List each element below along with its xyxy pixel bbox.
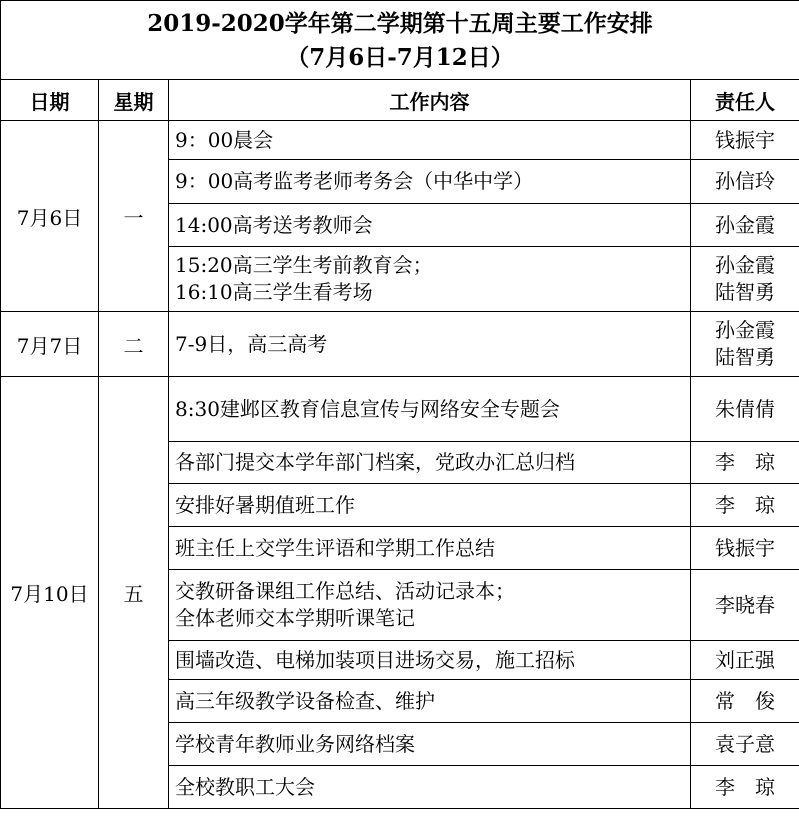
weekday-cell: 五 <box>99 377 169 809</box>
table-row <box>1 121 799 160</box>
person-cell <box>691 121 799 160</box>
content-line: 安排好暑期值班工作 <box>175 492 355 517</box>
title-line-1: 2019-2020学年第二学期第十五周主要工作安排 <box>147 10 653 37</box>
header-content: 工作内容 <box>169 80 691 121</box>
content-line: 14:00高考送考教师会 <box>175 212 373 237</box>
person-cell <box>691 484 799 527</box>
person-cell <box>691 570 799 641</box>
content-cell <box>169 570 691 641</box>
content-line: 全校教职工大会 <box>175 774 315 799</box>
content-line: 围墙改造、电梯加装项目进场交易，施工招标 <box>175 647 575 672</box>
person-cell <box>691 442 799 484</box>
content-line: 7-9日，高三高考 <box>175 331 328 356</box>
person-cell <box>691 312 799 377</box>
person-cell <box>691 641 799 680</box>
weekday-cell: 二 <box>99 312 169 377</box>
page-title <box>1 1 799 80</box>
content-cell <box>169 247 691 312</box>
header-person: 责任人 <box>691 80 799 121</box>
date-cell: 7月6日 <box>1 121 99 312</box>
person-name: 孙金霞 <box>715 253 775 277</box>
person-name: 钱振宇 <box>715 127 775 152</box>
title-row <box>1 1 799 80</box>
content-line: 交教研备课组工作总结、活动记录本； <box>175 579 515 603</box>
content-cell <box>169 766 691 809</box>
person-name: 孙信玲 <box>715 169 775 193</box>
person-name: 陆智勇 <box>715 345 775 369</box>
header-date: 日期 <box>1 80 99 121</box>
content-cell <box>169 442 691 484</box>
content-cell <box>169 484 691 527</box>
person-name: 钱振宇 <box>715 535 775 560</box>
person-cell <box>691 723 799 766</box>
content-cell <box>169 121 691 160</box>
content-cell <box>169 641 691 680</box>
person-cell <box>691 247 799 312</box>
person-name: 陆智勇 <box>715 280 775 304</box>
person-name: 孙金霞 <box>715 212 775 237</box>
weekday-cell: 一 <box>99 121 169 312</box>
content-line: 学校青年教师业务网络档案 <box>175 731 415 756</box>
person-cell <box>691 204 799 247</box>
person-cell <box>691 766 799 809</box>
content-line: 8:30建邺区教育信息宣传与网络安全专题会 <box>175 396 560 421</box>
content-cell <box>169 377 691 442</box>
content-cell <box>169 204 691 247</box>
table-row <box>1 312 799 377</box>
content-line: 15:20高三学生考前教育会； <box>175 253 433 277</box>
person-name: 李 琼 <box>715 492 775 517</box>
content-line: 高三年级教学设备检查、维护 <box>175 688 435 713</box>
person-cell <box>691 377 799 442</box>
content-line: 各部门提交本学年部门档案，党政办汇总归档 <box>175 450 575 474</box>
person-name: 李晓春 <box>715 592 775 617</box>
content-cell <box>169 527 691 570</box>
content-cell <box>169 312 691 377</box>
table-row <box>1 377 799 442</box>
schedule-body <box>1 121 799 809</box>
person-name: 李 琼 <box>715 450 775 474</box>
person-name: 刘正强 <box>715 647 775 672</box>
content-cell <box>169 160 691 204</box>
title-line-2: （7月6日-7月12日） <box>286 44 514 71</box>
content-cell <box>169 680 691 723</box>
content-line: 班主任上交学生评语和学期工作总结 <box>175 535 495 560</box>
person-cell <box>691 527 799 570</box>
header-row <box>1 80 799 121</box>
date-cell: 7月7日 <box>1 312 99 377</box>
person-name: 孙金霞 <box>715 318 775 342</box>
person-name: 常 俊 <box>715 688 775 713</box>
content-line: 9：00高考监考老师考务会（中华中学） <box>175 169 534 193</box>
content-line: 9：00晨会 <box>175 127 274 152</box>
person-name: 李 琼 <box>715 774 775 799</box>
content-line: 全体老师交本学期听课笔记 <box>175 606 415 630</box>
person-cell <box>691 680 799 723</box>
header-weekday: 星期 <box>99 80 169 121</box>
content-line: 16:10高三学生看考场 <box>175 280 373 304</box>
person-cell <box>691 160 799 204</box>
date-cell: 7月10日 <box>1 377 99 809</box>
person-name: 朱倩倩 <box>715 396 775 421</box>
person-name: 袁子意 <box>715 731 775 756</box>
content-cell <box>169 723 691 766</box>
